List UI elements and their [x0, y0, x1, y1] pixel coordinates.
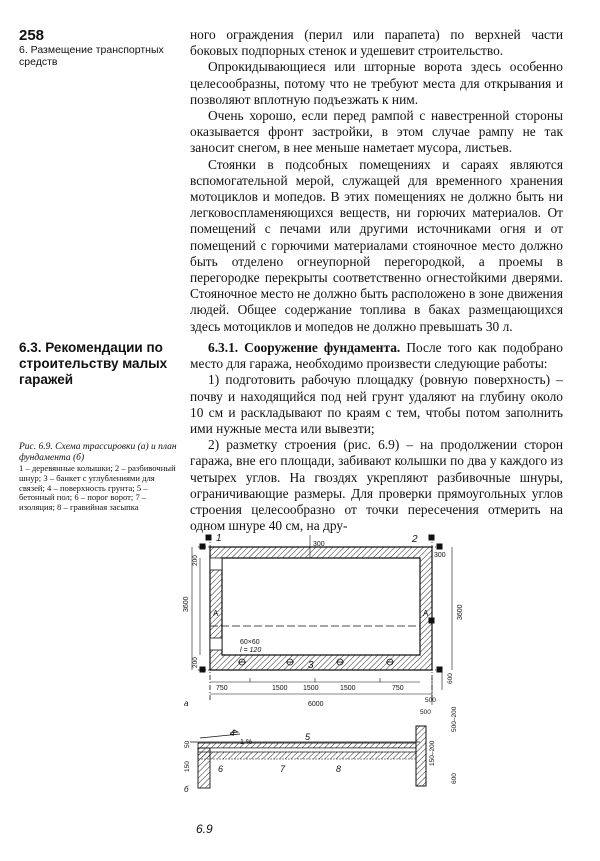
dim-1500: 1500: [340, 685, 356, 692]
foundation-plan: [183, 533, 464, 716]
label-4: 4: [230, 728, 236, 738]
dim-3600: 3600: [183, 596, 190, 612]
slope-label: 1 %: [240, 739, 253, 746]
dim-6000: 6000: [308, 701, 324, 708]
figure-number: 6.9: [196, 822, 213, 836]
sub-label-a: а: [184, 699, 189, 708]
stake: [429, 535, 434, 540]
dim-750: 750: [392, 685, 404, 692]
paragraph: Очень хорошо, если перед рампой с навестренной стороны оказывается фронт застройки, в этом случае рампу не так заносит снегом, в нее меньше наметает мусора, листьев.: [190, 108, 563, 156]
body-column-subsection: [190, 340, 563, 534]
paragraph: Стоянки в подсобных помещениях и сараях являются вспомогательной мерой, служащей для временного хранения мотоциклов и мопедов. В этих помещениях не должно быть ни легковоспламеняющихся веществ, ни горючих материалов. От помещений с печами или другими источниками огня и от помещений с горючими материалами стояночное место должно быть отделено огнеупорной перегородкой, а проемы в перегородке перекрыты соответственно огнестойкими дверями. Стояночное место не должно быть расположено в зоне движения людей. Общее содержание топлива в баках размещающихся здесь мотоциклов и мопедов не должно превышать 30 л.: [190, 156, 563, 334]
label-2: 2: [412, 534, 418, 545]
stake: [437, 544, 442, 549]
stake: [206, 535, 211, 540]
insulation: [198, 748, 416, 752]
dim-750: 750: [216, 685, 228, 692]
running-title: 6. Размещение транспортных средств: [19, 44, 164, 68]
list-item: 1) подготовить рабочую площадку (ровную поверхность) – почву и находящийся под ней грунт удаляют на глубину около 10 см и раскладывают по краям с тем, чтобы потом заполнить ими нужные места или вывезти;: [190, 372, 563, 437]
label-1: 1: [216, 533, 222, 544]
stake: [200, 544, 205, 549]
dim-300: 300: [434, 552, 446, 559]
subsection-intro: После того как подобрано место для гаража, необходимо произвести следующие работы:: [190, 340, 563, 372]
paragraph: ного ограждения (перил или парапета) по верхней части боковых подпорных стенок и удешевит строительство.: [190, 27, 563, 59]
sub-label-b: б: [184, 785, 189, 794]
dim-500-200: 500–200: [451, 706, 458, 732]
concrete-floor: [198, 743, 416, 748]
paragraph: Опрокидывающиеся или шторные ворота здесь особенно целесообразны, потому что не требуют места для открывания и позволяют вплотную подъезжать к ним.: [190, 59, 563, 107]
label-5: 5: [305, 732, 311, 742]
dim-200: 200: [192, 555, 199, 566]
beam-length: l = 120: [240, 647, 262, 654]
door-sill: [198, 748, 210, 788]
foundation-drawing: [180, 530, 470, 815]
dim-500: 500: [425, 697, 436, 704]
dim-600: 600: [451, 773, 458, 784]
wall-notch: [210, 638, 222, 650]
caption-title: Рис. 6.9. Схема трассировки (а) и план фундамента (б): [19, 442, 177, 464]
dim-1500: 1500: [303, 685, 319, 692]
wall-notch: [210, 558, 222, 570]
caption-legend: 1 – деревянные колышки; 2 – разбивочный шнур; 3 – банкет с углублениями для связей; 4 – поверхность грунта; 5 – бетонный пол; 6 – порог ворот; 7 – изоляция; 8 – гравийная засыпка: [19, 463, 176, 512]
foundation-wall: [416, 726, 426, 786]
stake: [200, 667, 205, 672]
dim-150-200: 150–200: [429, 740, 436, 766]
label-8: 8: [336, 764, 342, 774]
label-3: 3: [308, 660, 314, 671]
stake: [437, 667, 442, 672]
dim-150: 150: [184, 761, 191, 772]
dim-300: 300: [313, 541, 325, 548]
figure-caption: [19, 442, 177, 512]
label-7: 7: [280, 764, 286, 774]
dim-50: 50: [184, 740, 191, 748]
subsection-heading: 6.3.1. Сооружение фундамента.: [208, 340, 401, 355]
dim-1500: 1500: [272, 685, 288, 692]
label-6: 6: [218, 764, 224, 774]
page-number: 258: [19, 27, 45, 44]
dim-500: 500: [420, 709, 431, 716]
dim-200: 200: [192, 657, 199, 668]
section-heading: 6.3. Рекомендации по строительству малых гаражей: [19, 340, 168, 387]
section-mark: A: [423, 609, 429, 618]
gravel-fill: [198, 752, 416, 759]
beam-size: 60×60: [240, 639, 260, 646]
list-item: 2) разметку строения (рис. 6.9) – на продолжении сторон гаража, вне его площади, забивают колышки по два у каждого из четырех углов. На гвоздях укрепляют разбивочные шнуры, ограничивающие размеры. Для проверки прямоугольных углов строения целесообразно от точки пересечения отмерить на одном шнуре 40 см, на дру-: [190, 437, 563, 534]
section-mark: A: [213, 609, 219, 618]
dim-600: 600: [447, 673, 454, 684]
body-column-top: [190, 27, 563, 335]
dim-3600: 3600: [457, 604, 464, 620]
foundation-section: [184, 706, 458, 794]
